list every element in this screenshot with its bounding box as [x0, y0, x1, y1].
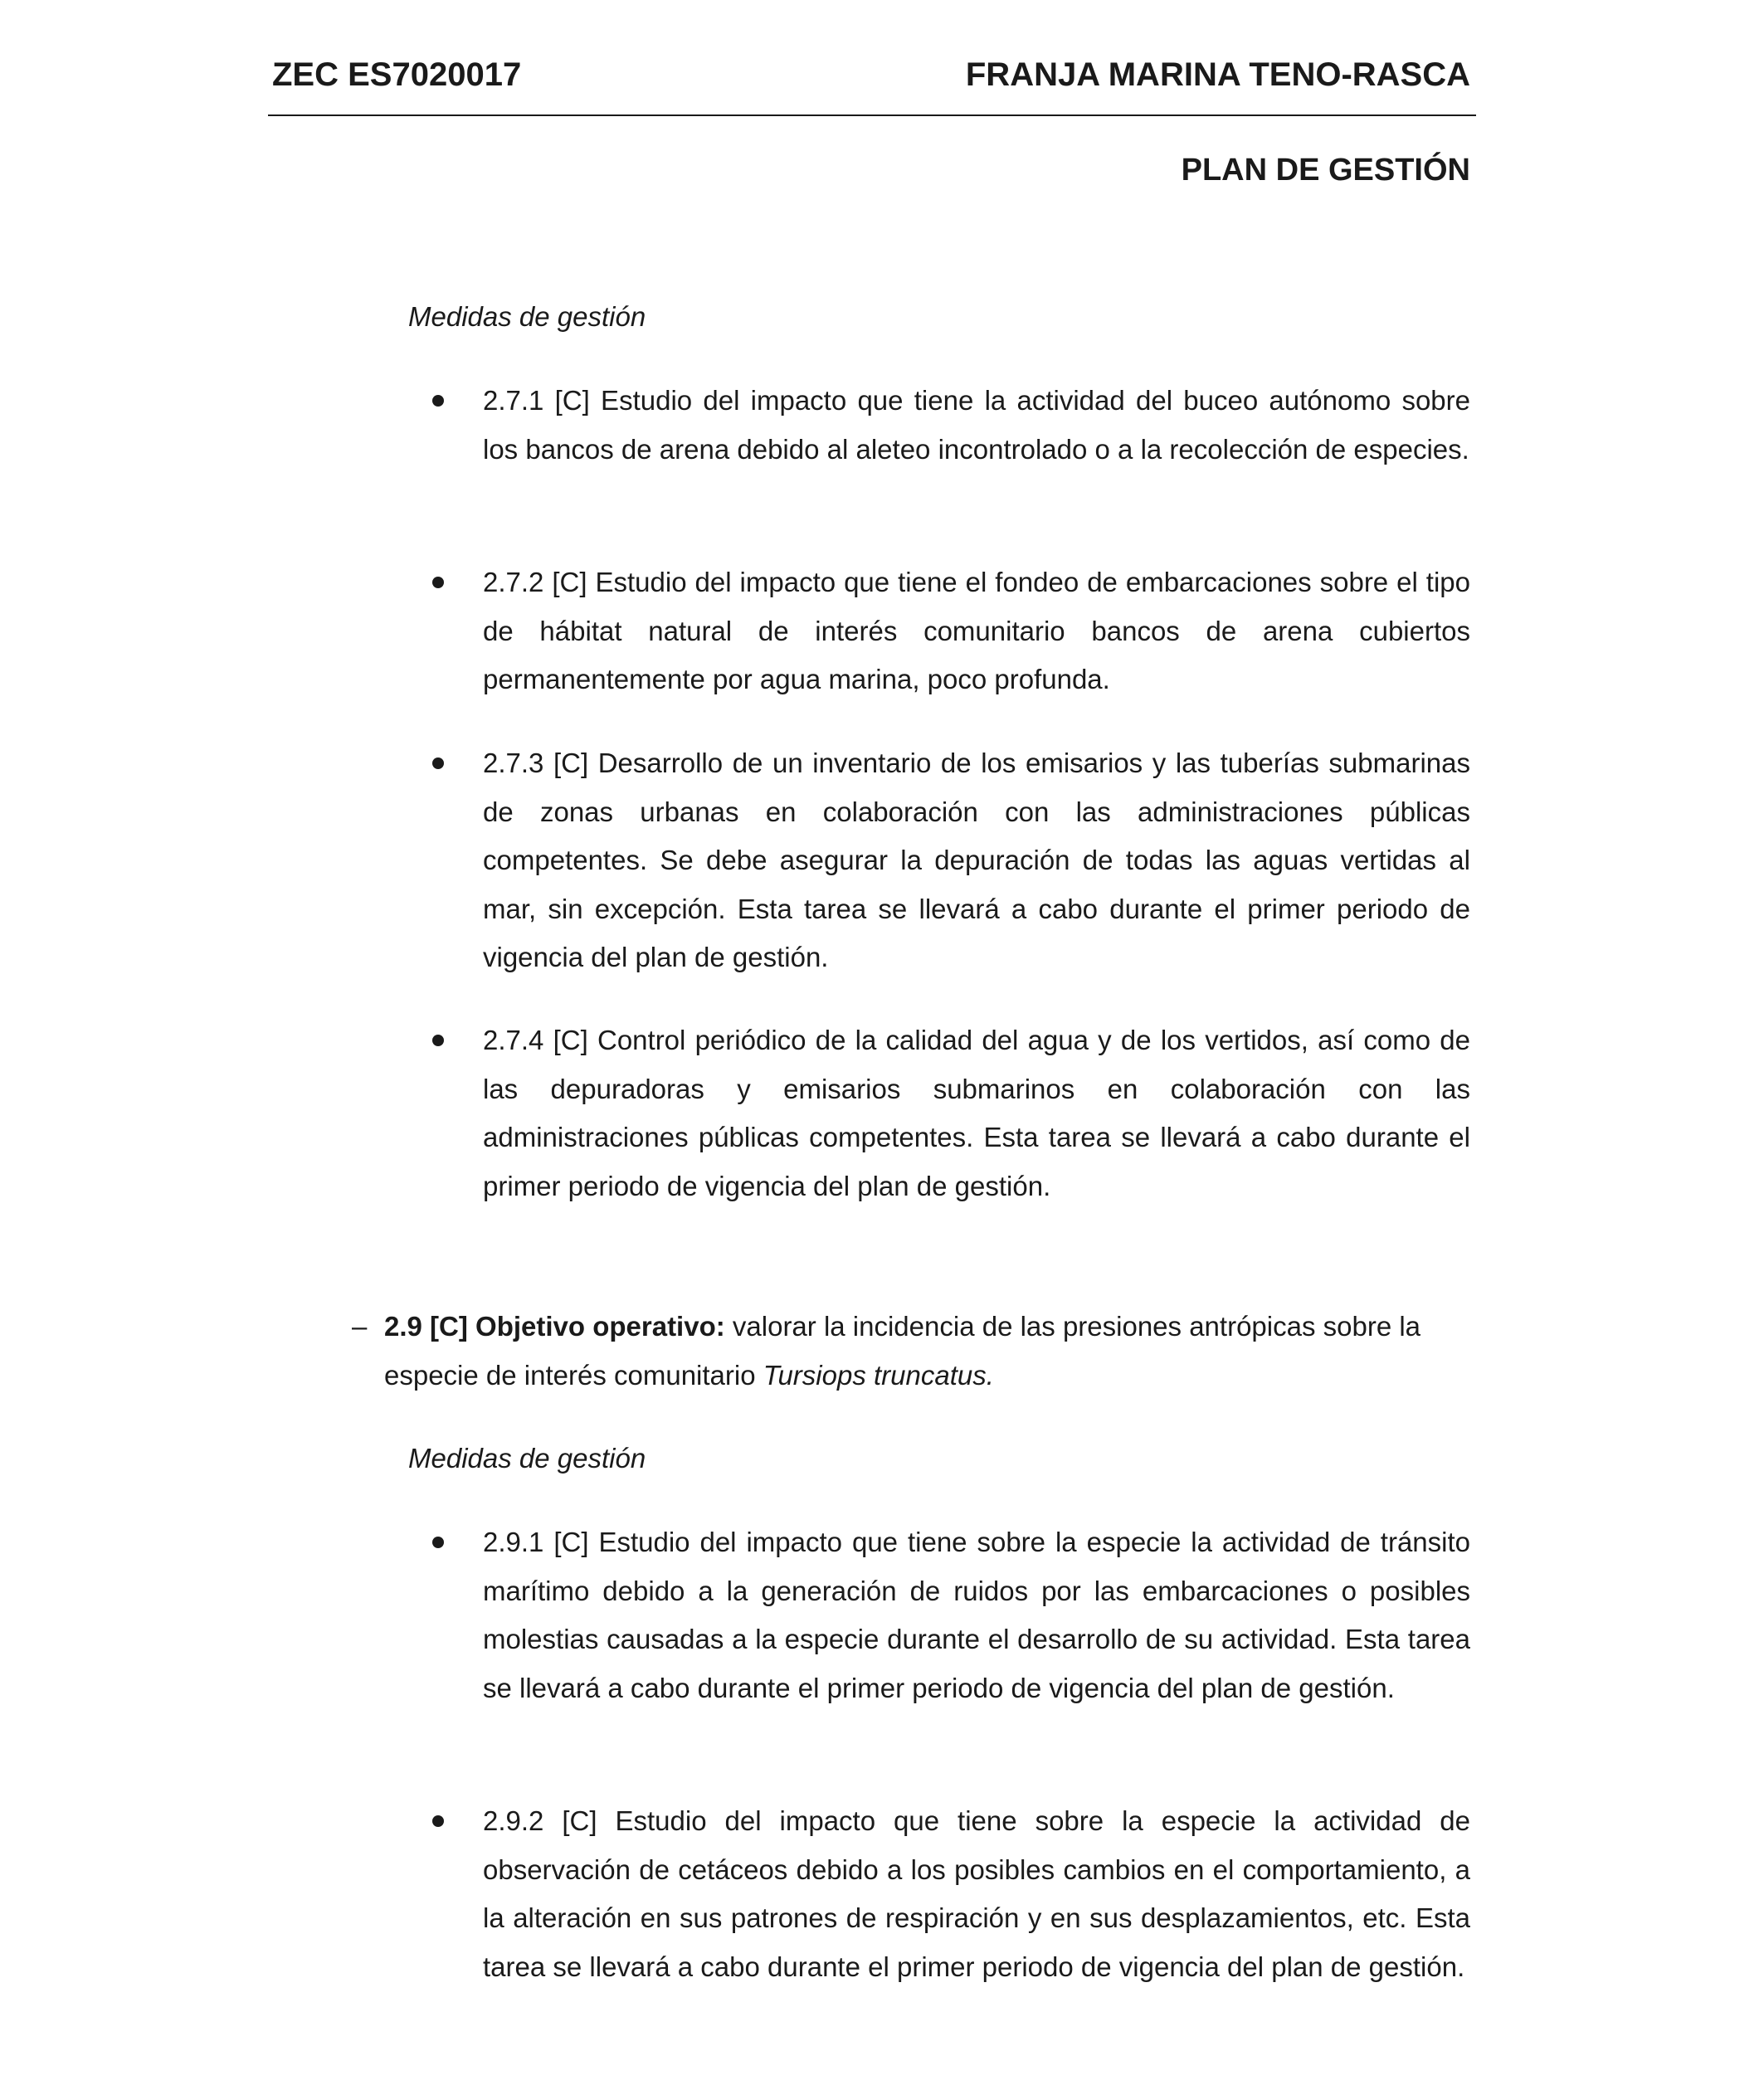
bullet-icon — [432, 577, 444, 588]
list-item: 2.7.1 [C] Estudio del impacto que tiene la actividad del buceo autónomo sobre los bancos de arena debido al aleteo incontrolado o a la recolección de especies. — [483, 385, 1470, 465]
bullet-icon — [432, 1815, 444, 1827]
header-site-name: FRANJA MARINA TENO-RASCA — [965, 56, 1470, 93]
list-item: 2.9.2 [C] Estudio del impacto que tiene sobre la especie la actividad de observación de cetáceos debido a los posibles cambios en el comportamiento, a la alteración en sus patrones de respiración y en sus desplazamientos, etc. Esta tarea se llevará a cabo durante el primer periodo de vigencia del plan de gestión. — [483, 1805, 1470, 1982]
measures-heading: Medidas de gestión — [408, 301, 646, 332]
bullet-icon — [432, 395, 444, 407]
list-item: 2.9.1 [C] Estudio del impacto que tiene sobre la especie la actividad de tránsito marítimo debido a la generación de ruidos por las embarcaciones o posibles molestias causadas a la especie durante el desarrollo de su actividad. Esta tarea se llevará a cabo durante el primer periodo de vigencia del plan de gestión. — [483, 1527, 1470, 1703]
objective-label: 2.9 [C] Objetivo operativo: — [384, 1311, 725, 1342]
header-divider — [268, 114, 1476, 116]
measures-heading: Medidas de gestión — [408, 1443, 646, 1474]
list-item: 2.7.3 [C] Desarrollo de un inventario de los emisarios y las tuberías submarinas de zonas urbanas en colaboración con las administraciones públicas competentes. Se debe asegurar la depuración de todas las aguas vertidas al mar, sin excepción. Esta tarea se llevará a cabo durante el primer periodo de vigencia del plan de gestión. — [483, 748, 1470, 973]
objective-text: valorar la incidencia de las presiones antrópicas sobre la especie de interés comunitario — [384, 1311, 1421, 1391]
objective-paragraph — [384, 1303, 1470, 1400]
header-site-code: ZEC ES7020017 — [272, 56, 522, 93]
bullet-icon — [432, 1035, 444, 1046]
list-item: 2.7.4 [C] Control periódico de la calidad del agua y de los vertidos, así como de las depuradoras y emisarios submarinos en colaboración con las administraciones públicas competentes. Esta tarea se llevará a cabo durante el primer periodo de vigencia del plan de gestión. — [483, 1025, 1470, 1201]
objective-dash: – — [352, 1311, 368, 1342]
list-item: 2.7.2 [C] Estudio del impacto que tiene el fondeo de embarcaciones sobre el tipo de hábitat natural de interés comunitario bancos de arena cubiertos permanentemente por agua marina, poco profunda. — [483, 567, 1470, 695]
header-document-title: PLAN DE GESTIÓN — [1181, 153, 1470, 188]
objective-species: Tursiops truncatus. — [763, 1359, 994, 1391]
bullet-icon — [432, 1537, 444, 1548]
bullet-icon — [432, 757, 444, 769]
